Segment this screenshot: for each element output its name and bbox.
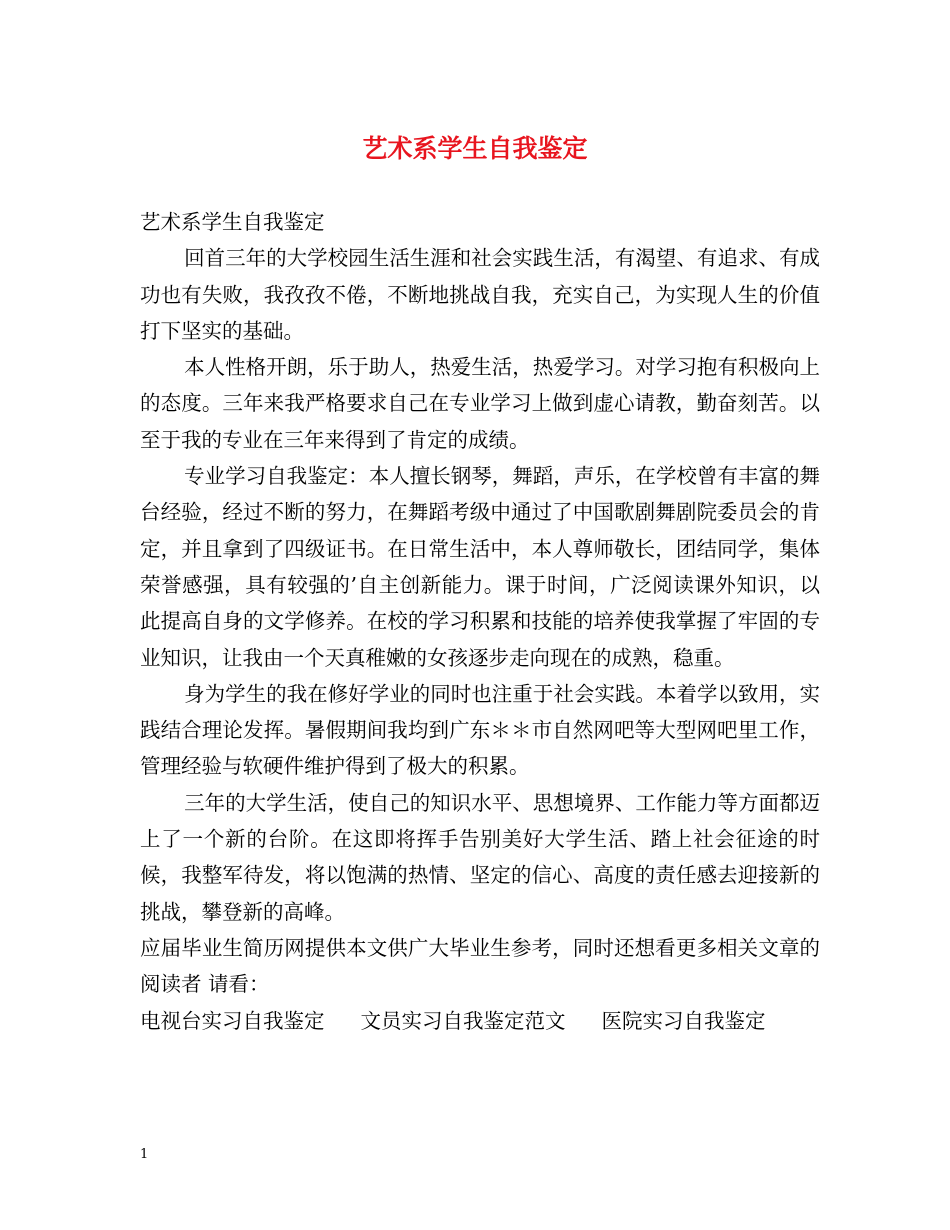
link-spacer <box>325 1003 361 1039</box>
paragraph-personality: 本人性格开朗，乐于助人，热爱生活，热爱学习。对学习抱有积极向上的态度。三年来我严格要求自己在专业学习上做到虚心请教，勤奋刻苦。以至于我的专业在三年来得到了肯定的成绩。 <box>140 355 820 452</box>
related-link-clerk-internship[interactable]: 文员实习自我鉴定范文 <box>360 1008 566 1033</box>
related-links <box>140 1003 820 1039</box>
paragraph-intro: 回首三年的大学校园生活生涯和社会实践生活，有渴望、有追求、有成功也有失败，我孜孜不倦，不断地挑战自我，充实自己，为实现人生的价值打下坚实的基础。 <box>140 246 820 343</box>
paragraph-social-practice: 身为学生的我在修好学业的同时也注重于社会实践。本着学以致用，实践结合理论发挥。暑假期间我均到广东＊＊市自然网吧等大型网吧里工作，管理经验与软硬件维护得到了极大的积累。 <box>140 681 820 779</box>
related-link-tv-internship[interactable]: 电视台实习自我鉴定 <box>140 1008 325 1033</box>
paragraph-source-note: 应届毕业生简历网提供本文供广大毕业生参考，同时还想看更多相关文章的阅读者 请看： <box>140 935 820 997</box>
related-link-hospital-internship[interactable]: 医院实习自我鉴定 <box>601 1008 766 1033</box>
paragraph-conclusion: 三年的大学生活，使自己的知识水平、思想境界、工作能力等方面都迈上了一个新的台阶。在这即将挥手告别美好大学生活、踏上社会征途的时候，我整军待发，将以饱满的热情、坚定的信心、高度的责任感去迎接新的挑战，攀登新的高峰。 <box>140 790 820 924</box>
document-body <box>140 204 820 1039</box>
link-spacer <box>566 1003 602 1039</box>
body-heading: 艺术系学生自我鉴定 <box>140 210 325 234</box>
page-number: 1 <box>140 1147 149 1162</box>
paragraph-professional-study: 专业学习自我鉴定：本人擅长钢琴，舞蹈，声乐，在学校曾有丰富的舞台经验，经过不断的努力，在舞蹈考级中通过了中国歌剧舞剧院委员会的肯定，并且拿到了四级证书。在日常生活中，本人尊师敬长，团结同学，集体荣誉感强，具有较强的’自主创新能力。课于时间，广泛阅读课外知识，以此提高自身的文学修养。在校的学习积累和技能的培养使我掌握了牢固的专业知识，让我由一个天真稚嫩的女孩逐步走向现在的成熟，稳重。 <box>140 464 820 670</box>
document-title: 艺术系学生自我鉴定 <box>362 134 588 163</box>
